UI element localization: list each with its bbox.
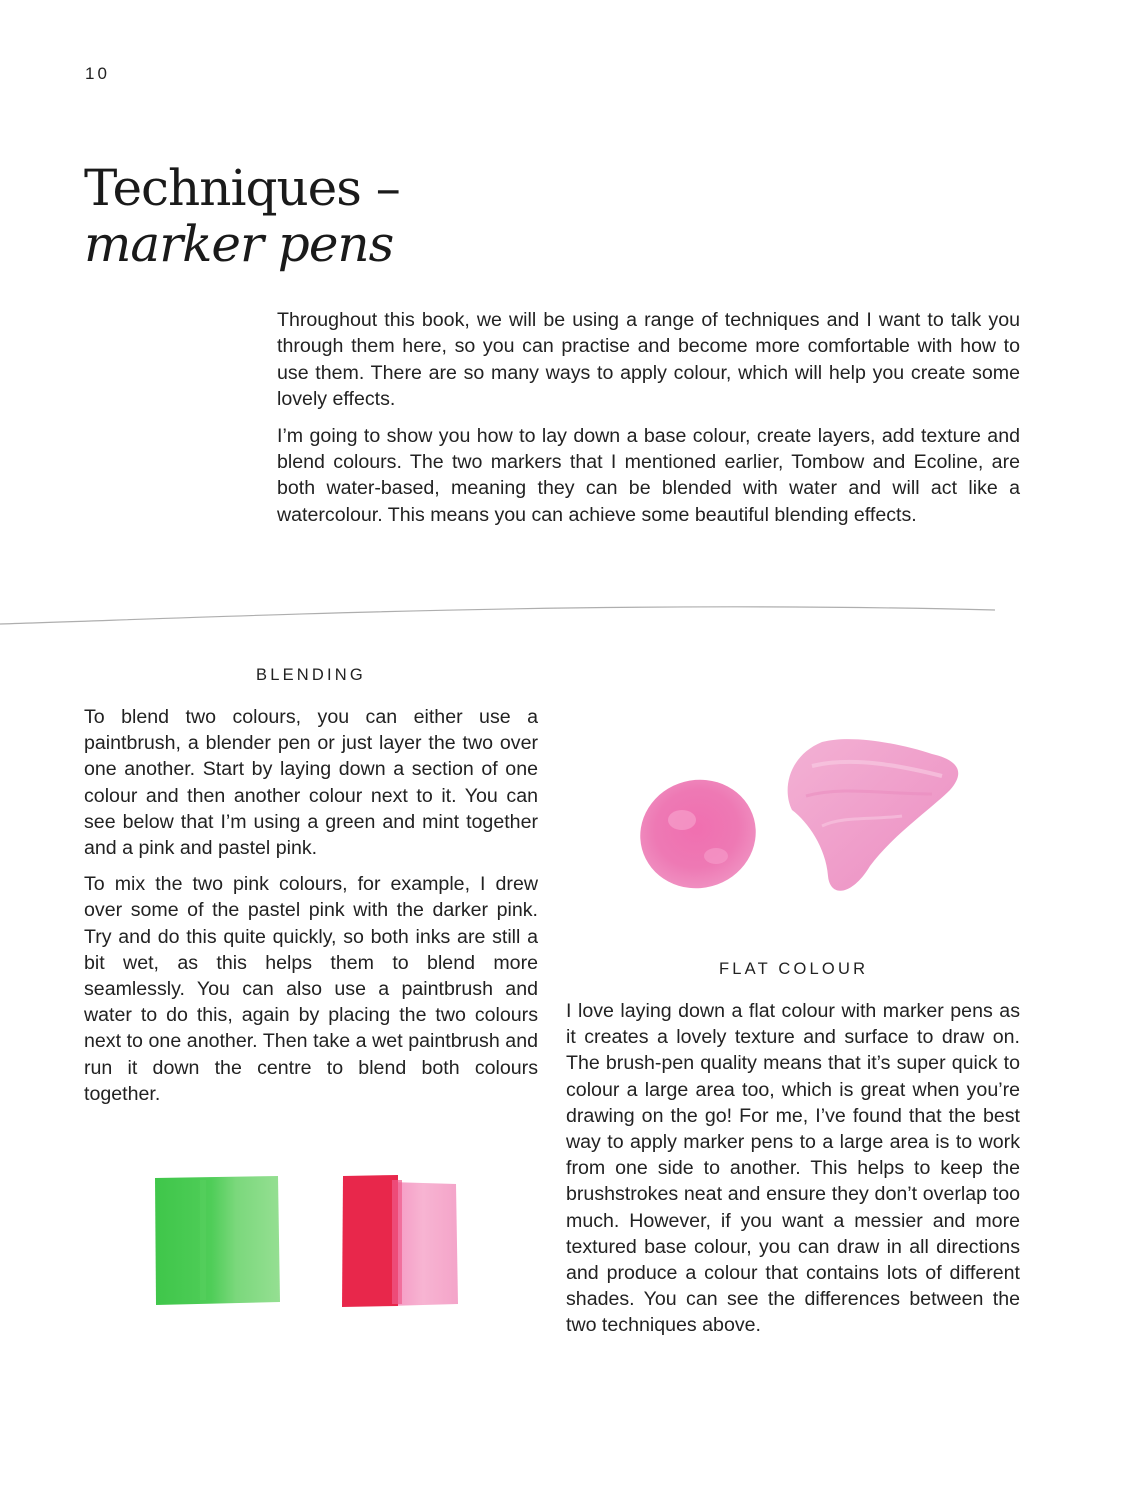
blending-paragraph: To blend two colours, you can either use a paintbrush, a blender pen or just layer the two over one another. Start by laying down a section of one colour and then another colour next to it. You can see below that I’m using a green and mint together and a pink and pastel pink. xyxy=(84,706,538,860)
pink-heart-blob xyxy=(782,736,968,902)
section-divider xyxy=(0,592,1000,632)
flat-colour-heading: FLAT COLOUR xyxy=(719,960,869,978)
intro-paragraph: Throughout this book, we will be using a range of techniques and I want to talk you through them here, so you can practise and become more comfortable with how to use them. There are so many ways to apply colour, which will help you create some lovely effects. xyxy=(277,309,1020,411)
flat-colour-text xyxy=(566,998,1020,1349)
pink-round-blob xyxy=(634,776,764,896)
blending-text xyxy=(84,704,538,1117)
blending-paragraph: To mix the two pink colours, for example, I drew over some of the pastel pink with the darker pink. Try and do this quite quickly, so both inks are still a bit wet, as this helps them to blend more seamlessly. You can also use a paintbrush and water to do this, again by placing the two colours next to one another. Then take a wet paintbrush and run it down the centre to blend both colours together. xyxy=(84,873,538,1105)
title-line-2: marker pens xyxy=(84,215,394,273)
page-number: 10 xyxy=(85,64,110,83)
pink-pastel-swatch xyxy=(338,1172,462,1312)
intro-paragraph: I’m going to show you how to lay down a base colour, create layers, add texture and blend colours. The two markers that I mentioned earlier, Tombow and Ecoline, are both water-based, meaning they can be blended with water and will act like a watercolour. This means you can achieve some beautiful blending effects. xyxy=(277,424,1020,526)
green-mint-swatch xyxy=(150,1172,286,1312)
flat-colour-paragraph: I love laying down a flat colour with marker pens as it creates a lovely texture and surface to draw on. The brush-pen quality means that it’s super quick to colour a large area too, which is great when you’re drawing on the go! For me, I’ve found that the best way to apply marker pens to a large area is to work from one side to another. This helps to keep the brushstrokes neat and ensure they don’t overlap too much. However, if you want a messier and more textured base colour, you can draw in all directions and produce a colour that contains lots of different shades. You can see the differences between the two techniques above. xyxy=(566,1000,1020,1337)
blending-heading: BLENDING xyxy=(256,666,366,684)
intro-text xyxy=(277,307,1020,538)
page-title xyxy=(84,160,400,272)
title-line-1: Techniques – xyxy=(84,159,400,217)
